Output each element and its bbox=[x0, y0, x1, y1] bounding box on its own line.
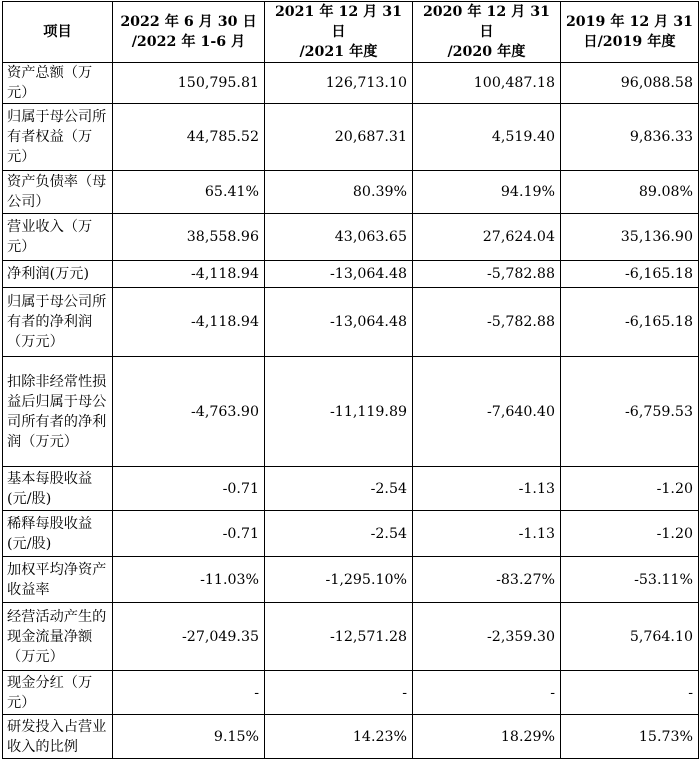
table-row bbox=[3, 214, 699, 261]
cell-value: 14.23% bbox=[265, 715, 413, 759]
cell-value: -13,064.48 bbox=[265, 288, 413, 357]
table-row bbox=[3, 671, 699, 715]
cell-value: -0.71 bbox=[113, 511, 265, 557]
cell-value: -53.11% bbox=[561, 557, 699, 603]
cell-value: -12,571.28 bbox=[265, 603, 413, 671]
table-row bbox=[3, 261, 699, 288]
cell-value: 96,088.58 bbox=[561, 63, 699, 104]
cell-value: 35,136.90 bbox=[561, 214, 699, 261]
cell-value: 126,713.10 bbox=[265, 63, 413, 104]
table-row bbox=[3, 288, 699, 357]
cell-value: 80.39% bbox=[265, 171, 413, 214]
table-row bbox=[3, 171, 699, 214]
cell-value: 4,519.40 bbox=[413, 104, 561, 171]
cell-value: -5,782.88 bbox=[413, 261, 561, 288]
cell-value: -4,118.94 bbox=[113, 261, 265, 288]
cell-value: 18.29% bbox=[413, 715, 561, 759]
cell-value: -2.54 bbox=[265, 511, 413, 557]
cell-value: 5,764.10 bbox=[561, 603, 699, 671]
table-row bbox=[3, 104, 699, 171]
cell-value: 20,687.31 bbox=[265, 104, 413, 171]
cell-value: 65.41% bbox=[113, 171, 265, 214]
cell-value: 38,558.96 bbox=[113, 214, 265, 261]
cell-value: 89.08% bbox=[561, 171, 699, 214]
cell-value: -5,782.88 bbox=[413, 288, 561, 357]
row-label: 资产负债率（母公司） bbox=[3, 171, 113, 214]
cell-value: -27,049.35 bbox=[113, 603, 265, 671]
cell-value: 9,836.33 bbox=[561, 104, 699, 171]
cell-value: 43,063.65 bbox=[265, 214, 413, 261]
cell-value: -11,119.89 bbox=[265, 357, 413, 467]
cell-value: -2.54 bbox=[265, 467, 413, 511]
cell-value: 100,487.18 bbox=[413, 63, 561, 104]
cell-value: - bbox=[561, 671, 699, 715]
cell-value: 15.73% bbox=[561, 715, 699, 759]
table-row bbox=[3, 715, 699, 759]
table-row bbox=[3, 357, 699, 467]
row-label: 研发投入占营业收入的比例 bbox=[3, 715, 113, 759]
cell-value: -1.13 bbox=[413, 467, 561, 511]
cell-value: -4,763.90 bbox=[113, 357, 265, 467]
cell-value: -11.03% bbox=[113, 557, 265, 603]
cell-value: -1.20 bbox=[561, 467, 699, 511]
cell-value: -4,118.94 bbox=[113, 288, 265, 357]
row-label: 营业收入（万元） bbox=[3, 214, 113, 261]
row-label: 资产总额（万元） bbox=[3, 63, 113, 104]
table-row bbox=[3, 511, 699, 557]
header-2021: 2021 年 12 月 31 日 /2021 年度 bbox=[265, 2, 413, 63]
cell-value: 44,785.52 bbox=[113, 104, 265, 171]
cell-value: -1.13 bbox=[413, 511, 561, 557]
row-label: 加权平均净资产收益率 bbox=[3, 557, 113, 603]
header-2022: 2022 年 6 月 30 日 /2022 年 1-6 月 bbox=[113, 2, 265, 63]
cell-value: -1.20 bbox=[561, 511, 699, 557]
cell-value: -0.71 bbox=[113, 467, 265, 511]
row-label: 净利润(万元) bbox=[3, 261, 113, 288]
table-header-row bbox=[3, 2, 699, 63]
cell-value: -1,295.10% bbox=[265, 557, 413, 603]
cell-value: -6,165.18 bbox=[561, 261, 699, 288]
cell-value: -6,759.53 bbox=[561, 357, 699, 467]
row-label: 归属于母公司所有者权益（万元） bbox=[3, 104, 113, 171]
row-label: 归属于母公司所有者的净利润（万元） bbox=[3, 288, 113, 357]
table-row bbox=[3, 603, 699, 671]
cell-value: -7,640.40 bbox=[413, 357, 561, 467]
cell-value: - bbox=[265, 671, 413, 715]
table-row bbox=[3, 467, 699, 511]
cell-value: -6,165.18 bbox=[561, 288, 699, 357]
row-label: 扣除非经常性损益后归属于母公司所有者的净利润（万元） bbox=[3, 357, 113, 467]
row-label: 基本每股收益(元/股) bbox=[3, 467, 113, 511]
cell-value: 150,795.81 bbox=[113, 63, 265, 104]
table-row bbox=[3, 557, 699, 603]
cell-value: -2,359.30 bbox=[413, 603, 561, 671]
cell-value: - bbox=[113, 671, 265, 715]
cell-value: -83.27% bbox=[413, 557, 561, 603]
financial-data-table bbox=[2, 1, 699, 759]
cell-value: - bbox=[413, 671, 561, 715]
row-label: 稀释每股收益(元/股) bbox=[3, 511, 113, 557]
cell-value: 94.19% bbox=[413, 171, 561, 214]
table-row bbox=[3, 63, 699, 104]
cell-value: 27,624.04 bbox=[413, 214, 561, 261]
cell-value: 9.15% bbox=[113, 715, 265, 759]
row-label: 现金分红（万元） bbox=[3, 671, 113, 715]
header-2020: 2020 年 12 月 31 日 /2020 年度 bbox=[413, 2, 561, 63]
header-2019: 2019 年 12 月 31 日/2019 年度 bbox=[561, 2, 699, 63]
header-item: 项目 bbox=[3, 2, 113, 63]
cell-value: -13,064.48 bbox=[265, 261, 413, 288]
row-label: 经营活动产生的现金流量净额（万元） bbox=[3, 603, 113, 671]
